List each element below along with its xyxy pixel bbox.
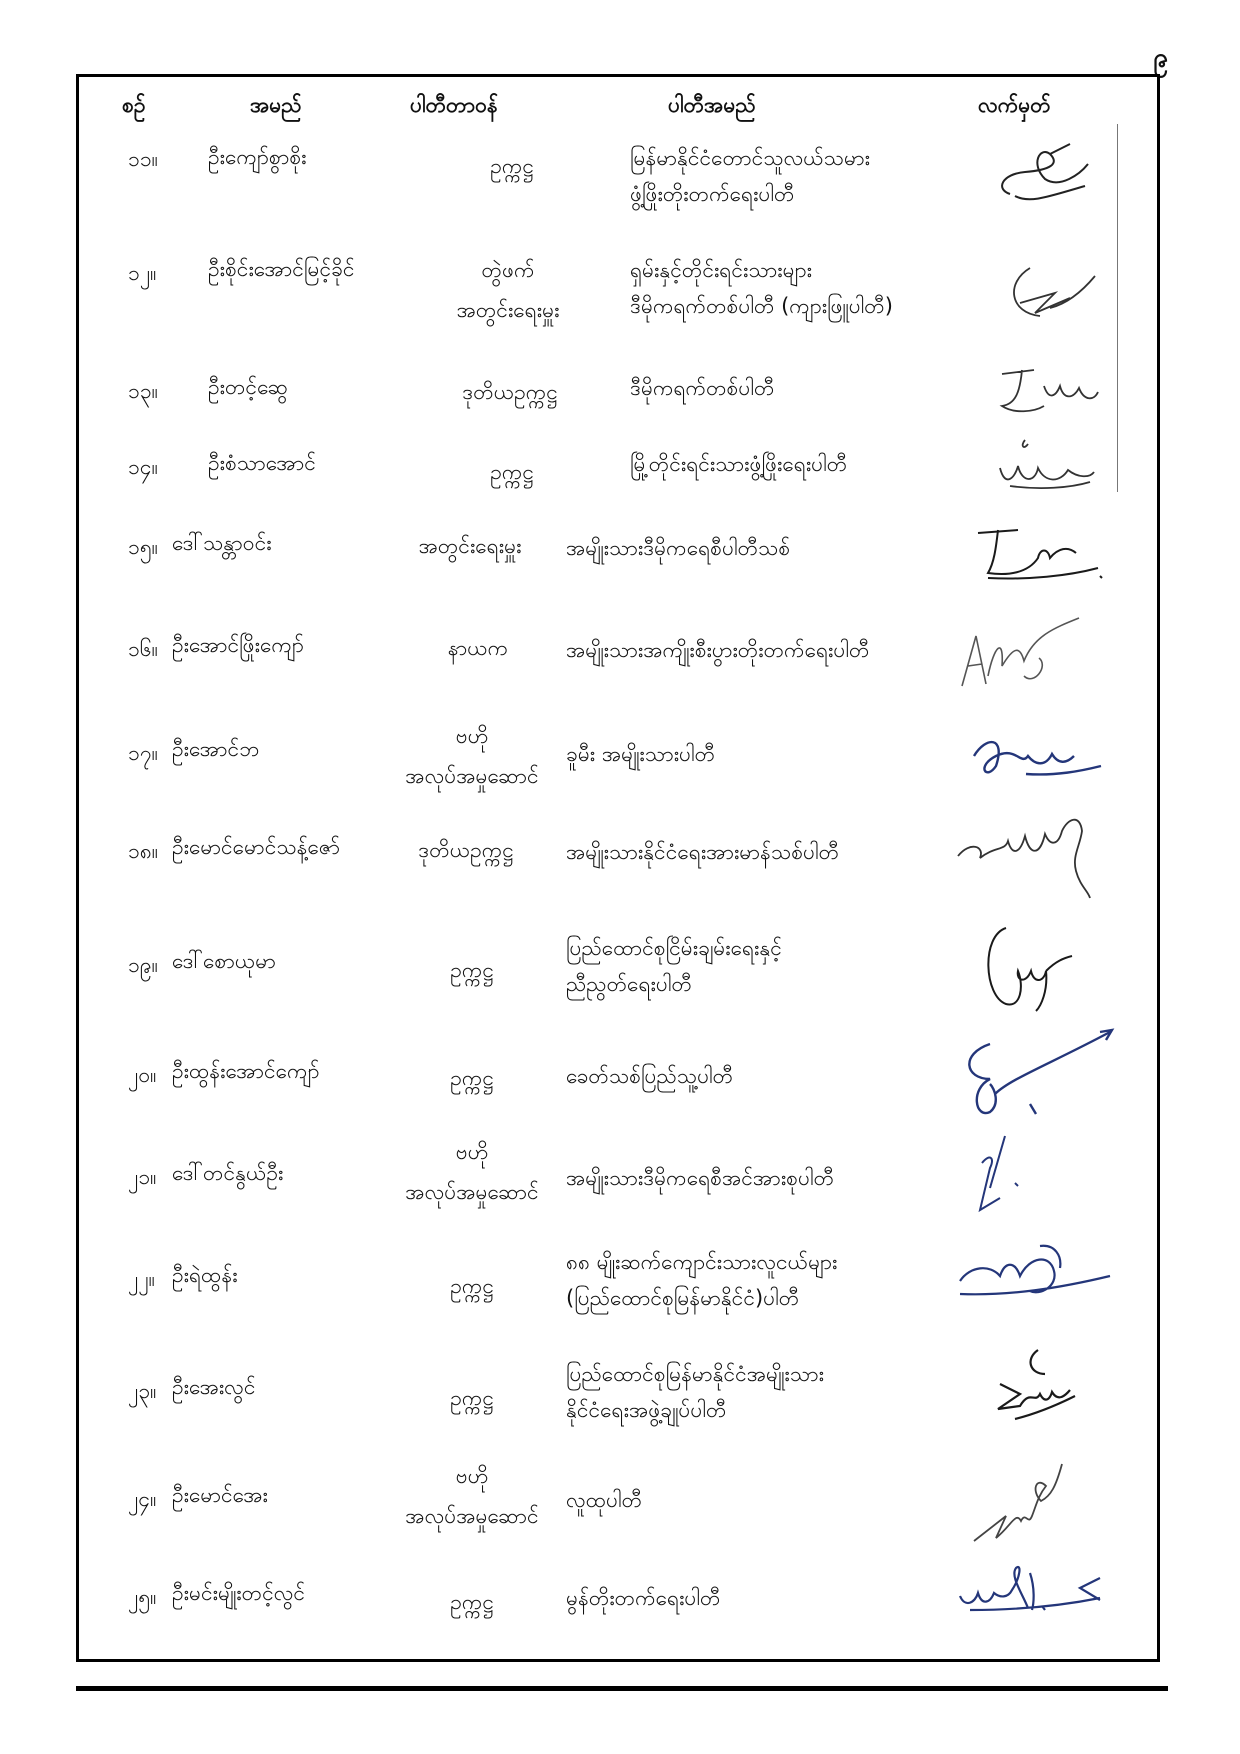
position-line: ဥက္ကဋ္ဌ bbox=[490, 460, 534, 484]
position-line: ဥက္ကဋ္ဌ bbox=[450, 1066, 494, 1090]
row-number: ၁၆။ bbox=[128, 637, 158, 661]
row-name: ဦးမောင်မောင်သန့်ဇော် bbox=[172, 835, 341, 859]
header-no: စဉ် bbox=[122, 93, 146, 117]
row-party bbox=[630, 140, 870, 212]
party-line: ဒီမိုကရက်တစ်ပါတီ (ကျားဖြူပါတီ) bbox=[630, 294, 893, 318]
party-line: (ပြည်ထောင်စုမြန်မာနိုင်ငံ)ပါတီ bbox=[566, 1286, 800, 1310]
row-number: ၁၄။ bbox=[128, 455, 158, 479]
position-line: တွဲဖက် bbox=[481, 258, 535, 282]
row-name: ဦးအောင်ဖြိုးကျော် bbox=[172, 633, 304, 657]
position-line: ဗဟို bbox=[455, 1140, 489, 1164]
row-position bbox=[412, 146, 612, 186]
row-name: ဦးမင်းမျိုးတင့်လွင် bbox=[172, 1581, 306, 1605]
row-number: ၁၃။ bbox=[128, 379, 158, 403]
party-line: မွန်တိုးတက်ရေးပါတီ bbox=[566, 1586, 721, 1610]
row-party bbox=[566, 1058, 733, 1094]
party-line: မြန်မာနိုင်ငံတောင်သူလယ်သမား bbox=[630, 146, 870, 170]
party-line: နိုင်ငံရေးအဖွဲ့ချုပ်ပါတီ bbox=[566, 1398, 727, 1422]
signature bbox=[950, 1024, 1120, 1134]
row-name: ဦးတင့်ဆွေ bbox=[208, 375, 288, 399]
row-number: ၂၃။ bbox=[128, 1379, 157, 1403]
row-party bbox=[566, 1580, 721, 1616]
row-name: ဦးအောင်ဘ bbox=[172, 737, 260, 761]
signature bbox=[1000, 258, 1100, 328]
row-number: ၁၇။ bbox=[128, 741, 158, 765]
header-name: အမည် bbox=[250, 93, 302, 117]
row-position bbox=[372, 1378, 572, 1418]
row-position bbox=[372, 716, 572, 796]
party-line: အမျိုးသားဒီမိုကရေစီပါတီသစ် bbox=[566, 536, 791, 560]
position-line: ဗဟို bbox=[455, 724, 489, 748]
row-number: ၁၈။ bbox=[128, 839, 159, 863]
party-line: အမျိုးသားနိုင်ငံရေးအားမာန်သစ်ပါတီ bbox=[566, 840, 840, 864]
row-position bbox=[366, 830, 566, 870]
row-number: ၁၂။ bbox=[128, 261, 157, 285]
row-position bbox=[372, 1266, 572, 1306]
row-name: ဦးကျော်စွာစိုး bbox=[208, 145, 307, 169]
row-name: ဦးစံသာအောင် bbox=[208, 451, 316, 475]
position-line: နာယက bbox=[447, 636, 509, 660]
signature bbox=[950, 806, 1110, 906]
position-line: အလုပ်အမှုဆောင် bbox=[405, 1504, 539, 1528]
page-number: ၉ bbox=[1153, 43, 1168, 73]
row-party bbox=[630, 370, 774, 406]
row-name: ဦးအေးလွင် bbox=[172, 1375, 256, 1399]
row-name: ဒေါ်စောယုမာ bbox=[172, 949, 276, 973]
party-line: ဒီမိုကရက်တစ်ပါတီ bbox=[630, 376, 775, 400]
row-party bbox=[566, 1482, 642, 1518]
party-line: ခေတ်သစ်ပြည်သူ့ပါတီ bbox=[566, 1064, 734, 1088]
party-line: လူထုပါတီ bbox=[566, 1488, 643, 1512]
row-number: ၁၉။ bbox=[128, 953, 158, 977]
row-position bbox=[370, 526, 570, 566]
signature bbox=[990, 428, 1100, 498]
row-name: ဒေါ်သန္တာဝင်း bbox=[172, 531, 272, 555]
row-name: ဦးမောင်အေး bbox=[172, 1483, 268, 1507]
row-party bbox=[566, 736, 715, 772]
row-party bbox=[566, 834, 839, 870]
party-line: အမျိုးသားဒီမိုကရေစီအင်အားစုပါတီ bbox=[566, 1166, 835, 1190]
row-number: ၂၀။ bbox=[128, 1063, 157, 1087]
party-line: ၈၈ မျိုးဆက်ကျောင်းသားလူငယ်များ bbox=[566, 1250, 838, 1274]
signature bbox=[966, 726, 1106, 786]
signature bbox=[950, 1236, 1120, 1316]
position-line: ဗဟို bbox=[455, 1464, 489, 1488]
party-line: ညီညွတ်ရေးပါတီ bbox=[566, 972, 692, 996]
row-number: ၂၂။ bbox=[128, 1267, 155, 1291]
row-position bbox=[412, 452, 612, 492]
signature bbox=[960, 1128, 1060, 1218]
row-party bbox=[566, 1160, 834, 1196]
row-position bbox=[372, 950, 572, 990]
row-number: ၂၄။ bbox=[128, 1487, 157, 1511]
row-position bbox=[372, 1456, 572, 1536]
row-party bbox=[566, 632, 869, 668]
signature bbox=[954, 606, 1084, 696]
position-line: ဥက္ကဋ္ဌ bbox=[450, 1386, 494, 1410]
party-line: ပြည်ထောင်စုမြန်မာနိုင်ငံအမျိုးသား bbox=[566, 1362, 824, 1386]
party-line: မြို့တိုင်းရင်းသားဖွံ့ဖြိုးရေးပါတီ bbox=[630, 452, 848, 476]
position-line: ဥက္ကဋ္ဌ bbox=[450, 1590, 494, 1614]
row-name: ဦးထွန်းအောင်ကျော် bbox=[172, 1059, 320, 1083]
row-name: ဦးစိုင်းအောင်မြင့်ခိုင် bbox=[208, 257, 355, 281]
signature bbox=[958, 518, 1108, 588]
signature bbox=[976, 916, 1076, 1016]
footer-rule bbox=[76, 1686, 1168, 1691]
position-line: အလုပ်အမှုဆောင် bbox=[405, 1180, 539, 1204]
signature bbox=[990, 1344, 1080, 1434]
signature bbox=[994, 356, 1104, 426]
row-position bbox=[372, 1582, 572, 1622]
row-number: ၂၁။ bbox=[128, 1165, 157, 1189]
party-line: ခူမီး အမျိုးသားပါတီ bbox=[566, 742, 716, 766]
position-line: ဒုတိယဥက္ကဋ္ဌ bbox=[462, 380, 558, 404]
scan-edge-line bbox=[1117, 124, 1118, 492]
position-line: ဥက္ကဋ္ဌ bbox=[490, 154, 534, 178]
header-signature: လက်မှတ် bbox=[978, 93, 1051, 117]
position-line: အတွင်းရေးမှူး bbox=[456, 298, 560, 322]
row-party bbox=[630, 252, 893, 324]
signature bbox=[950, 1548, 1120, 1628]
row-party bbox=[566, 1356, 824, 1428]
signature bbox=[990, 134, 1100, 214]
row-position bbox=[378, 628, 578, 668]
header-position: ပါတီတာဝန် bbox=[410, 93, 498, 117]
party-line: ပြည်ထောင်စုငြိမ်းချမ်းရေးနှင့် bbox=[566, 936, 782, 960]
row-number: ၁၅။ bbox=[128, 535, 158, 559]
row-position bbox=[408, 250, 608, 330]
position-line: ဥက္ကဋ္ဌ bbox=[450, 958, 494, 982]
position-line: ဥက္ကဋ္ဌ bbox=[450, 1274, 494, 1298]
header-party: ပါတီအမည် bbox=[668, 93, 756, 117]
party-line: ရှမ်းနှင့်တိုင်းရင်းသားများ bbox=[630, 258, 812, 282]
row-name: ဦးရဲထွန်း bbox=[172, 1263, 238, 1287]
position-line: အလုပ်အမှုဆောင် bbox=[405, 764, 539, 788]
row-position bbox=[372, 1058, 572, 1098]
position-line: ဒုတိယဥက္ကဋ္ဌ bbox=[418, 838, 514, 862]
party-line: အမျိုးသားအကျိုးစီးပွားတိုးတက်ရေးပါတီ bbox=[566, 638, 870, 662]
row-party bbox=[566, 930, 782, 1002]
row-party bbox=[566, 1244, 837, 1316]
row-party bbox=[566, 530, 790, 566]
signature bbox=[966, 1456, 1076, 1546]
row-party bbox=[630, 446, 847, 482]
party-line: ဖွံ့ဖြိုးတိုးတက်ရေးပါတီ bbox=[630, 182, 795, 206]
position-line: အတွင်းရေးမှူး bbox=[418, 534, 522, 558]
row-number: ၂၅။ bbox=[128, 1585, 157, 1609]
row-number: ၁၁။ bbox=[128, 147, 158, 171]
row-position bbox=[372, 1132, 572, 1212]
row-name: ဒေါ်တင်နွယ်ဦး bbox=[172, 1161, 284, 1185]
row-position bbox=[410, 372, 610, 412]
